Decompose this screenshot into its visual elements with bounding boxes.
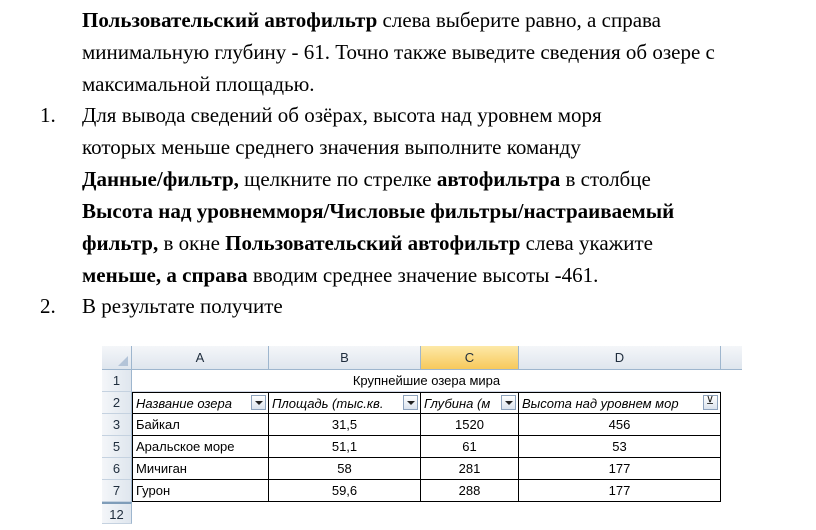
bold-text: Данные/фильтр, <box>82 167 239 191</box>
bold-text: Пользовательский автофильтр <box>225 231 521 255</box>
paragraph-line <box>82 8 661 32</box>
bold-text: меньше, а справа <box>82 263 248 287</box>
header-cell-lake-name[interactable]: Название озера <box>132 392 269 414</box>
select-all-corner[interactable] <box>102 346 132 370</box>
paragraph-line: максимальной площадью. <box>82 72 315 96</box>
filter-dropdown-icon[interactable] <box>403 395 418 410</box>
table-cell[interactable]: Аральское море <box>132 436 269 458</box>
spreadsheet <box>102 346 742 530</box>
column-header-a[interactable]: A <box>132 346 269 370</box>
filter-active-icon[interactable] <box>703 395 718 410</box>
table-cell[interactable]: 281 <box>421 458 519 480</box>
row-header[interactable]: 3 <box>102 414 132 436</box>
list-number: 2. <box>40 294 56 318</box>
table-cell[interactable]: 53 <box>519 436 721 458</box>
column-header-d[interactable]: D <box>519 346 721 370</box>
table-cell[interactable]: 288 <box>421 480 519 502</box>
list-number: 1. <box>40 103 56 127</box>
list-item-line: Для вывода сведений об озёрах, высота над уровнем моря <box>82 103 602 127</box>
list-item-line <box>82 167 651 191</box>
list-item-line <box>82 199 674 223</box>
list-item-line <box>82 263 598 287</box>
list-item-line <box>82 231 653 255</box>
table-cell[interactable]: 59,6 <box>269 480 421 502</box>
filter-dropdown-icon[interactable] <box>251 395 266 410</box>
table-cell[interactable]: 51,1 <box>269 436 421 458</box>
list-item-line: которых меньше среднего значения выполните команду <box>82 135 581 159</box>
table-cell[interactable]: Гурон <box>132 480 269 502</box>
paragraph-line: минимальную глубину - 61. Точно также выведите сведения об озере с <box>82 40 715 64</box>
bold-text: фильтр, <box>82 231 159 255</box>
row-header[interactable]: 6 <box>102 458 132 480</box>
header-cell-altitude[interactable]: Высота над уровнем мор <box>519 392 721 414</box>
bold-text: автофильтра <box>436 167 561 191</box>
table-cell[interactable]: 456 <box>519 414 721 436</box>
table-cell[interactable]: 31,5 <box>269 414 421 436</box>
text-span: в окне <box>158 231 226 255</box>
header-cell-depth[interactable]: Глубина (м <box>421 392 519 414</box>
table-cell[interactable]: Мичиган <box>132 458 269 480</box>
text-span: слева укажите <box>520 231 653 255</box>
sheet-title-cell[interactable]: Крупнейшие озера мира <box>132 370 721 392</box>
text-span: вводим среднее значение высоты -461. <box>247 263 599 287</box>
table-cell[interactable]: Байкал <box>132 414 269 436</box>
filter-dropdown-icon[interactable] <box>501 395 516 410</box>
list-item-line: В результате получите <box>82 294 283 318</box>
table-cell[interactable]: 1520 <box>421 414 519 436</box>
text-span: в столбце <box>560 167 651 191</box>
text-span: щелкните по стрелке <box>238 167 437 191</box>
text-span: слева выберите равно, а справа <box>377 8 661 32</box>
row-header[interactable]: 1 <box>102 370 132 392</box>
table-cell[interactable]: 177 <box>519 458 721 480</box>
column-header-b[interactable]: B <box>269 346 421 370</box>
table-cell[interactable]: 61 <box>421 436 519 458</box>
bold-text: Пользовательский автофильтр <box>82 8 378 32</box>
row-header[interactable]: 12 <box>102 502 132 524</box>
bold-text: Высота над уровнемморя/Числовые фильтры/настраиваемый <box>82 199 675 223</box>
column-header-c[interactable]: C <box>421 346 519 370</box>
table-cell[interactable]: 177 <box>519 480 721 502</box>
table-cell[interactable]: 58 <box>269 458 421 480</box>
column-header-blank <box>721 346 742 370</box>
row-header[interactable]: 7 <box>102 480 132 502</box>
row-header[interactable]: 2 <box>102 392 132 414</box>
row-header[interactable]: 5 <box>102 436 132 458</box>
header-cell-area[interactable]: Площадь (тыс.кв. <box>269 392 421 414</box>
